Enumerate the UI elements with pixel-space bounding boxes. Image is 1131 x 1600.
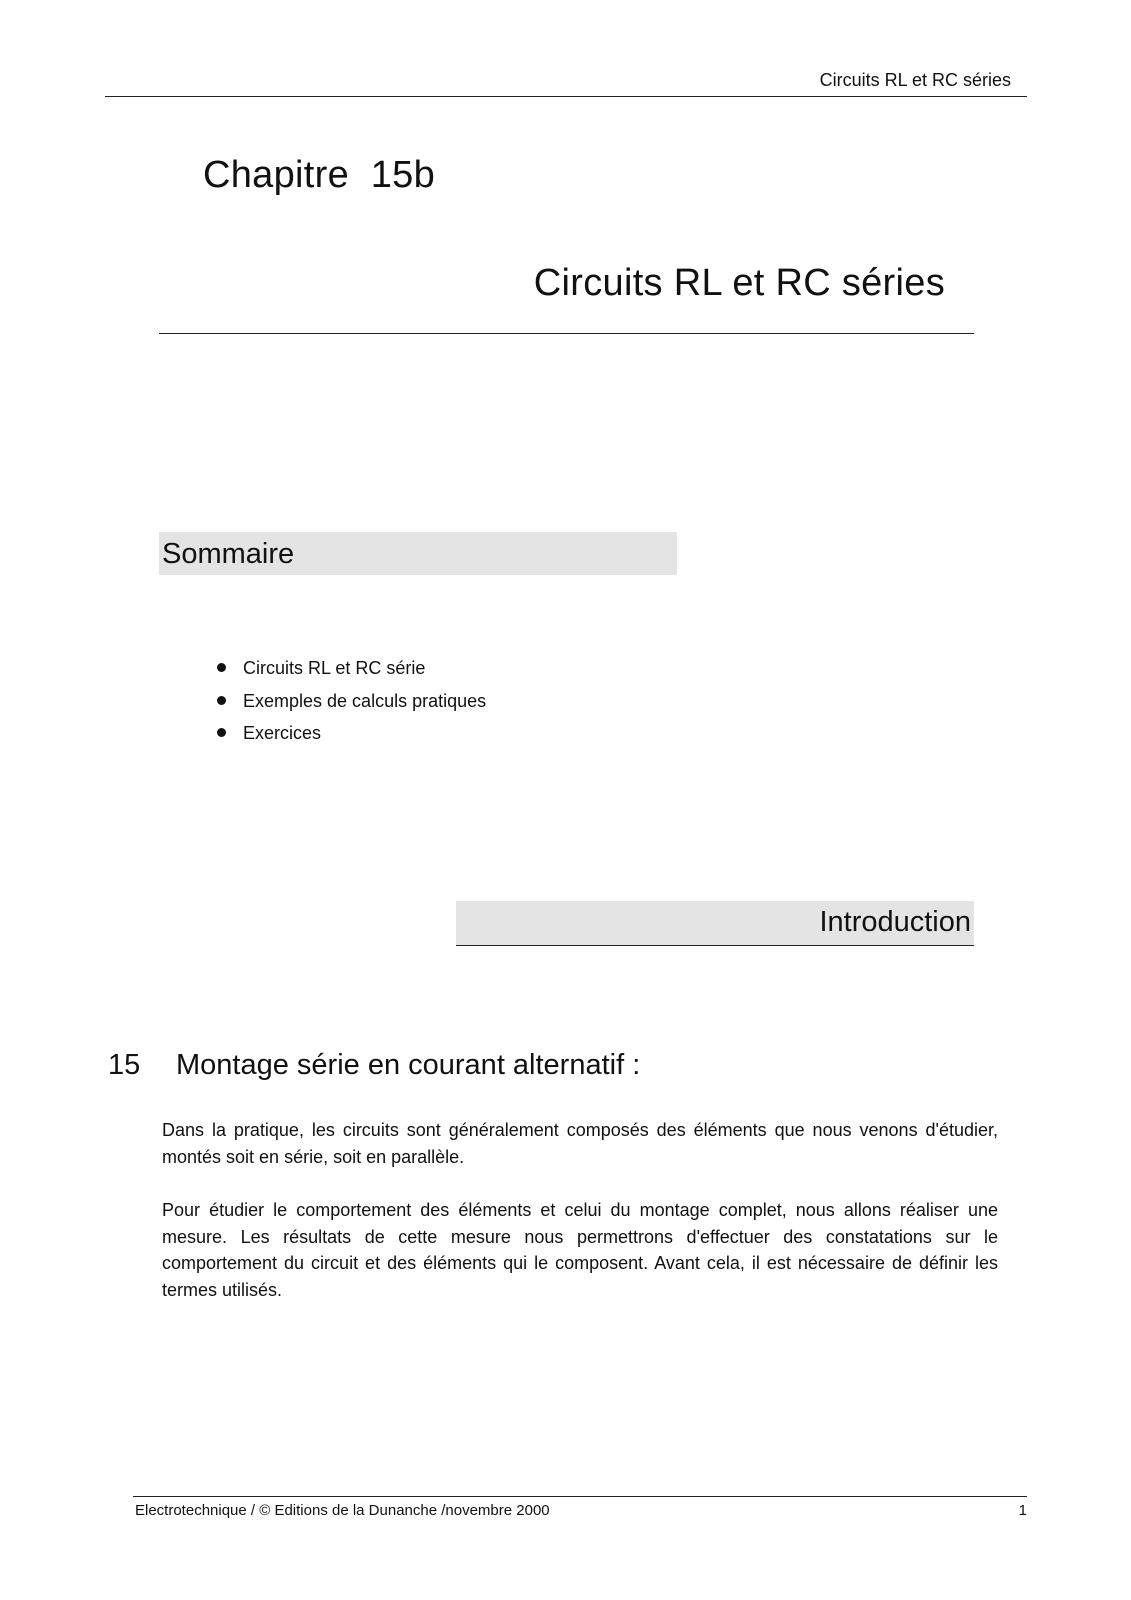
running-header-title: Circuits RL et RC séries — [819, 70, 1011, 90]
chapter-label: Chapitre 15b — [203, 154, 436, 196]
bullet-icon — [217, 663, 226, 672]
title-divider — [159, 333, 974, 334]
page-number: 1 — [1018, 1502, 1027, 1519]
summary-item — [215, 721, 486, 754]
section-number: 15 — [108, 1049, 141, 1081]
footer-divider — [133, 1496, 1027, 1497]
summary-item-label: Circuits RL et RC série — [243, 658, 426, 678]
summary-item — [215, 656, 486, 689]
body-paragraph: Dans la pratique, les circuits sont généralement composés des éléments que nous venons d'étudier, montés soit en série, soit en parallèle. — [162, 1120, 998, 1167]
bullet-icon — [217, 696, 226, 705]
summary-item-label: Exemples de calculs pratiques — [243, 690, 487, 711]
footer-credit: Electrotechnique / © Editions de la Dunanche /novembre 2000 — [135, 1502, 550, 1519]
body-paragraph: Pour étudier le comportement des éléments et celui du montage complet, nous allons réaliser une mesure. Les résultats de cette mesure nous permettrons d'effectuer des constatations sur le comportement du circuit et des éléments qui le composent. Avant cela, il est nécessaire de définir les termes utilisés. — [162, 1200, 998, 1300]
introduction-heading-box — [456, 901, 974, 946]
summary-item-label: Exercices — [243, 723, 322, 743]
chapter-title: Circuits RL et RC séries — [533, 262, 945, 304]
section-title: Montage série en courant alternatif : — [176, 1049, 641, 1081]
summary-heading-box — [159, 532, 677, 575]
summary-heading: Sommaire — [162, 538, 295, 570]
summary-item — [215, 689, 486, 722]
summary-list — [215, 656, 486, 754]
introduction-heading: Introduction — [819, 906, 971, 938]
running-header — [105, 64, 1027, 97]
bullet-icon — [217, 728, 226, 737]
